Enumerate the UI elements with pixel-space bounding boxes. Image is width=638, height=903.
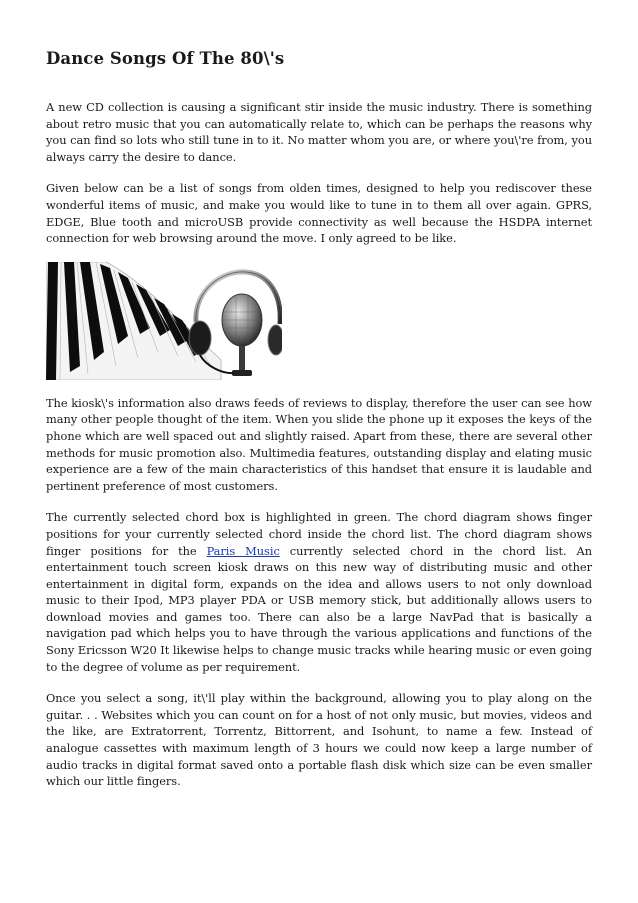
document-title: Dance Songs Of The 80\'s: [46, 49, 285, 68]
paragraph-4-text-after: currently selected chord in the chord list. An entertainment touch screen kiosk draws on this new way of distributing music and other entertainment in digital form, expands on the idea and allows users to not only download music to their Ipod, MP3 player PDA or USB memory stick, but additionally allows users to download movies and games too. There can also be a large NavPad that is basically a navigation pad which helps you to have through the various applications and functions of the Sony Ericsson W20 It likewise helps to change music tracks while hearing music or even going to the degree of volume as per requirement.: [46, 543, 592, 674]
paragraph-2: Given below can be a list of songs from olden times, designed to help you rediscover these wonderful items of music, and make you would like to tune in to them all over again. GPRS, EDGE, Blue tooth and microUSB provide connectivity as well because the HSDPA internet connection for web browsing around the move. I only agreed to be like.: [46, 181, 592, 246]
paragraph-3: The kiosk\'s information also draws feeds of reviews to display, therefore the user can see how many other people thought of the item. When you slide the phone up it exposes the keys of the phone which are well spaced out and slightly raised. Apart from these, there are several other methods for music promotion also. Multimedia features, outstanding display and elating music experience are a few of the main characteristics of this handset that ensure it is laudable and pertinent preference of most customers.: [46, 395, 592, 493]
piano-headphones-image: [46, 262, 282, 380]
paragraph-4: [46, 509, 592, 675]
paragraph-4-text-before: The currently selected chord box is highlighted in green. The chord diagram shows finger positions for your currently selected chord inside the chord list. The chord diagram shows finger positions for the: [46, 510, 592, 558]
piano-headphones-illustration: [46, 262, 282, 380]
paragraph-5: Once you select a song, it\'ll play within the background, allowing you to play along on the guitar. . . Websites which you can count on for a host of not only music, but movies, videos and the like, are Extratorrent, Torrentz, Bittorrent, and Isohunt, to name a few. Instead of analogue cassettes with maximum length of 3 hours we could now keep a large number of audio tracks in digital format saved onto a portable flash disk which size can be even smaller which our little fingers.: [46, 691, 592, 789]
paragraph-1: A new CD collection is causing a significant stir inside the music industry. There is something about retro music that you can automatically relate to, which can be perhaps the reasons why you can find so lots who still tune in to it. No matter whom you are, or where you\'re from, you always carry the desire to dance.: [46, 100, 592, 164]
paris-music-link[interactable]: Paris Music: [206, 543, 280, 558]
